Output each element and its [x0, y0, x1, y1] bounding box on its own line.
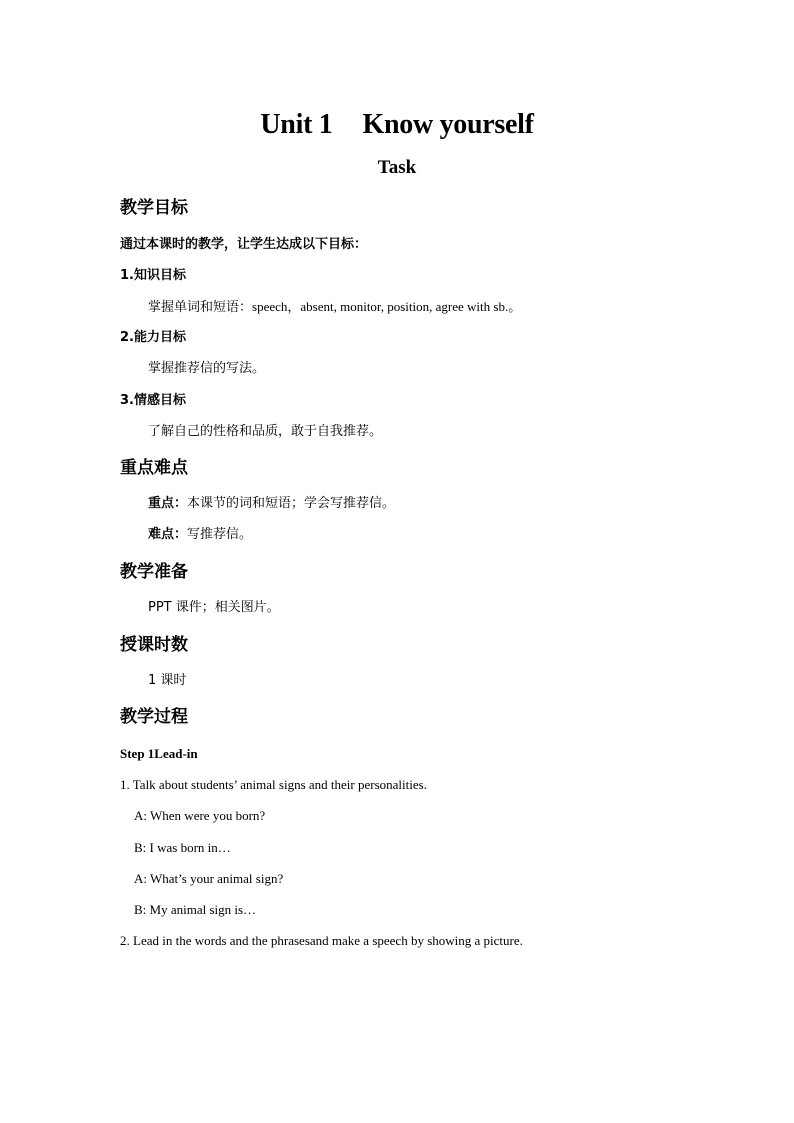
ability-text: 掌握推荐信的写法。 [148, 361, 266, 376]
preparation-heading: 教学准备 [120, 562, 188, 582]
hours-heading: 授课时数 [120, 635, 188, 655]
dialog-line: B: My animal sign is… [134, 902, 257, 917]
key-point-line [148, 497, 395, 510]
page-subtitle: Task [377, 157, 417, 178]
hours-text: 1 课时 [148, 673, 187, 688]
process-item-2: 2. Lead in the words and the phrasesand make a speech by showing a picture. [120, 933, 523, 948]
difficult-point-line [148, 528, 252, 541]
page-title [0, 111, 794, 139]
emotion-label: 3.情感目标 [120, 393, 186, 408]
difficult-point-label: 难点： [148, 527, 188, 542]
emotion-text: 了解自己的性格和品质，敢于自我推荐。 [148, 424, 383, 439]
ability-label: 2.能力目标 [120, 330, 186, 345]
process-item-1: 1. Talk about students’ animal signs and their personalities. [120, 777, 427, 792]
dialog-line: B: I was born in… [134, 840, 231, 855]
difficult-point-text: 写推荐信。 [187, 527, 253, 542]
objectives-intro: 通过本课时的教学，让学生达成以下目标： [120, 237, 368, 252]
preparation-text: PPT 课件；相关图片。 [148, 600, 280, 615]
knowledge-text-cn: 掌握单词和短语： [148, 300, 253, 315]
key-point-text: 本课节的词和短语；学会写推荐信。 [187, 496, 396, 511]
knowledge-label: 1.知识目标 [120, 268, 186, 283]
step1-heading: Step 1Lead-in [120, 746, 198, 761]
process-heading: 教学过程 [120, 707, 188, 727]
dialog-line: A: When were you born? [134, 808, 266, 823]
knowledge-text [148, 300, 521, 314]
dialog-line: A: What’s your animal sign? [134, 871, 284, 886]
key-points-heading: 重点难点 [120, 458, 188, 478]
key-point-label: 重点： [148, 496, 188, 511]
title-name: Know yourself [362, 109, 534, 140]
objectives-heading: 教学目标 [120, 198, 188, 218]
knowledge-text-en: speech，absent, monitor, position, agree with sb.。 [252, 299, 522, 314]
title-unit: Unit 1 [260, 109, 333, 140]
